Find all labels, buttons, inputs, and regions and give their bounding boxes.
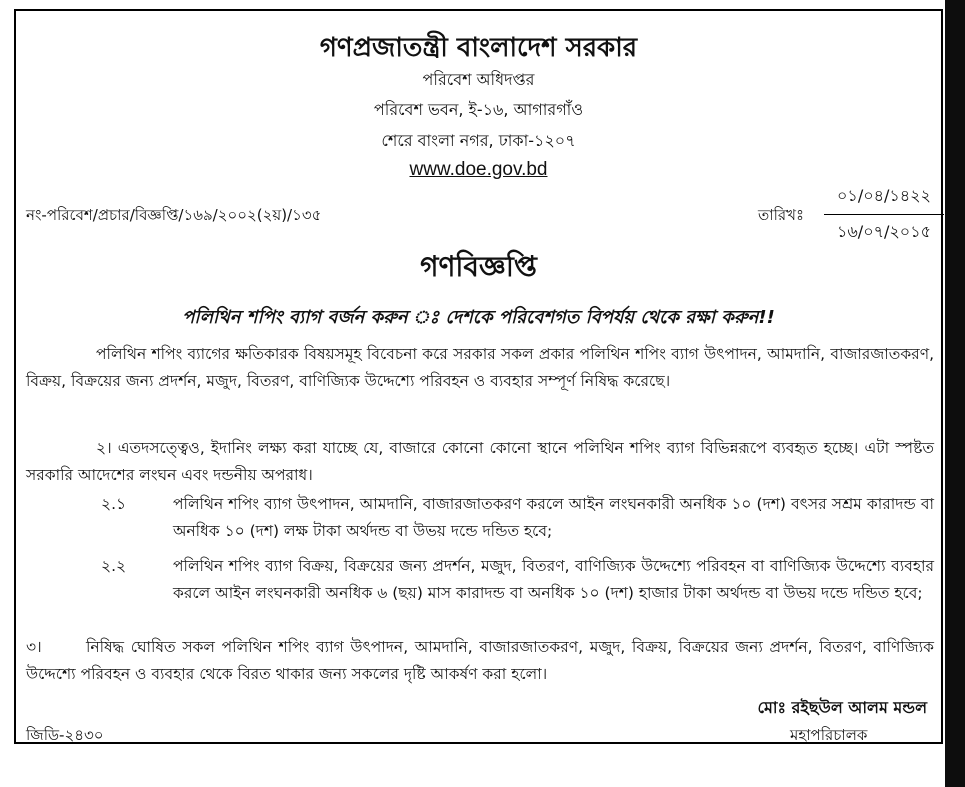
clause-2-2-text: পলিথিন শপিং ব্যাগ বিক্রয়, বিক্রয়ের জন্য প্রদর্শন, মজুদ, বিতরণ, বাণিজ্যিক উদ্দেশ্যে পরিবহন বা বাণিজ্যিক উদ্দেশ্যে ব্যবহার করলে আইন লংঘনকারী অনধিক ৬ (ছয়) মাস কারাদন্ড বা অনধিক ১০ (দশ) হাজার টাকা অর্থদন্ড বা উভয় দন্ডে দন্ডিত হবে;	[173, 557, 934, 602]
website-link[interactable]: www.doe.gov.bd	[409, 159, 548, 180]
paragraph-2	[26, 435, 934, 489]
address-line-2: শেরে বাংলা নগর, ঢাকা-১২০৭	[381, 131, 576, 150]
clause-2-2	[101, 553, 934, 607]
clause-2-1-text: পলিথিন শপিং ব্যাগ উৎপাদন, আমদানি, বাজারজাতকরণ করলে আইন লংঘনকারী অনধিক ১০ (দশ) বৎসর সশ্রম কারাদন্ড বা অনধিক ১০ (দশ) লক্ষ টাকা অর্থদন্ড বা উভয় দন্ডে দন্ডিত হবে;	[173, 495, 934, 540]
date-box	[824, 183, 944, 246]
clause-2-1	[101, 491, 934, 545]
reference-number: নং-পরিবেশ/প্রচার/বিজ্ঞপ্তি/১৬৯/২০০২(২য়)/১৩৫	[26, 206, 322, 224]
notice-document	[14, 9, 943, 744]
signer-name: মোঃ রইছউল আলম মন্ডল	[757, 698, 927, 717]
department-name: পরিবেশ অধিদপ্তর	[422, 70, 535, 89]
notice-slogan: পলিথিন শপিং ব্যাগ বর্জন করুন ঃ দেশকে পরিবেশগত বিপর্যয় থেকে রক্ষা করুন!!	[182, 307, 775, 328]
address-line-1: পরিবেশ ভবন, ই-১৬, আগারগাঁও	[373, 100, 584, 119]
signer-designation: মহাপরিচালক	[790, 726, 868, 744]
paragraph-3	[26, 634, 934, 688]
government-heading: গণপ্রজাতন্ত্রী বাংলাদেশ সরকার	[319, 33, 638, 63]
date-gregorian: ১৬/০৭/২০১৫	[837, 222, 931, 241]
paragraph-2-text: ২। এতদসত্ত্বেও, ইদানিং লক্ষ্য করা যাচ্ছে যে, বাজারে কোনো কোনো স্থানে পলিথিন শপিং ব্যাগ বিভিন্নরূপে ব্যবহৃত হচ্ছে। এটা স্পষ্টত সরকারি আদেশের লংঘন এবং দন্ডনীয় অপরাধ।	[26, 439, 934, 484]
scan-edge	[945, 0, 965, 787]
notice-title: গণবিজ্ঞপ্তি	[420, 250, 537, 283]
paragraph-1-text: পলিথিন শপিং ব্যাগের ক্ষতিকারক বিষয়সমূহ বিবেচনা করে সরকার সকল প্রকার পলিথিন শপিং ব্যাগ উৎপাদন, আমদানি, বাজারজাতকরণ, বিক্রয়, বিক্রয়ের জন্য প্রদর্শন, মজুদ, বিতরণ, বাণিজ্যিক উদ্দেশ্যে পরিবহন ও ব্যবহার সম্পূর্ণ নিষিদ্ধ করেছে।	[26, 345, 934, 390]
clause-2-1-number: ২.১	[101, 495, 127, 513]
paragraph-1	[26, 341, 934, 395]
paragraph-3-text: নিষিদ্ধ ঘোষিত সকল পলিথিন শপিং ব্যাগ উৎপাদন, আমদানি, বাজারজাতকরণ, মজুদ, বিক্রয়, বিক্রয়ের জন্য প্রদর্শন, বিতরণ, বাণিজ্যিক উদ্দেশ্যে পরিবহন ও ব্যবহার থেকে বিরত থাকার জন্য সকলের দৃষ্টি আকর্ষণ করা হলো।	[26, 638, 934, 683]
date-label: তারিখঃ	[758, 206, 804, 224]
date-bangla: ০১/০৪/১৪২২	[824, 183, 944, 215]
paragraph-3-number: ৩।	[26, 638, 42, 656]
gd-number: জিডি-২৪৩০	[26, 726, 104, 744]
clause-2-2-number: ২.২	[101, 557, 127, 575]
